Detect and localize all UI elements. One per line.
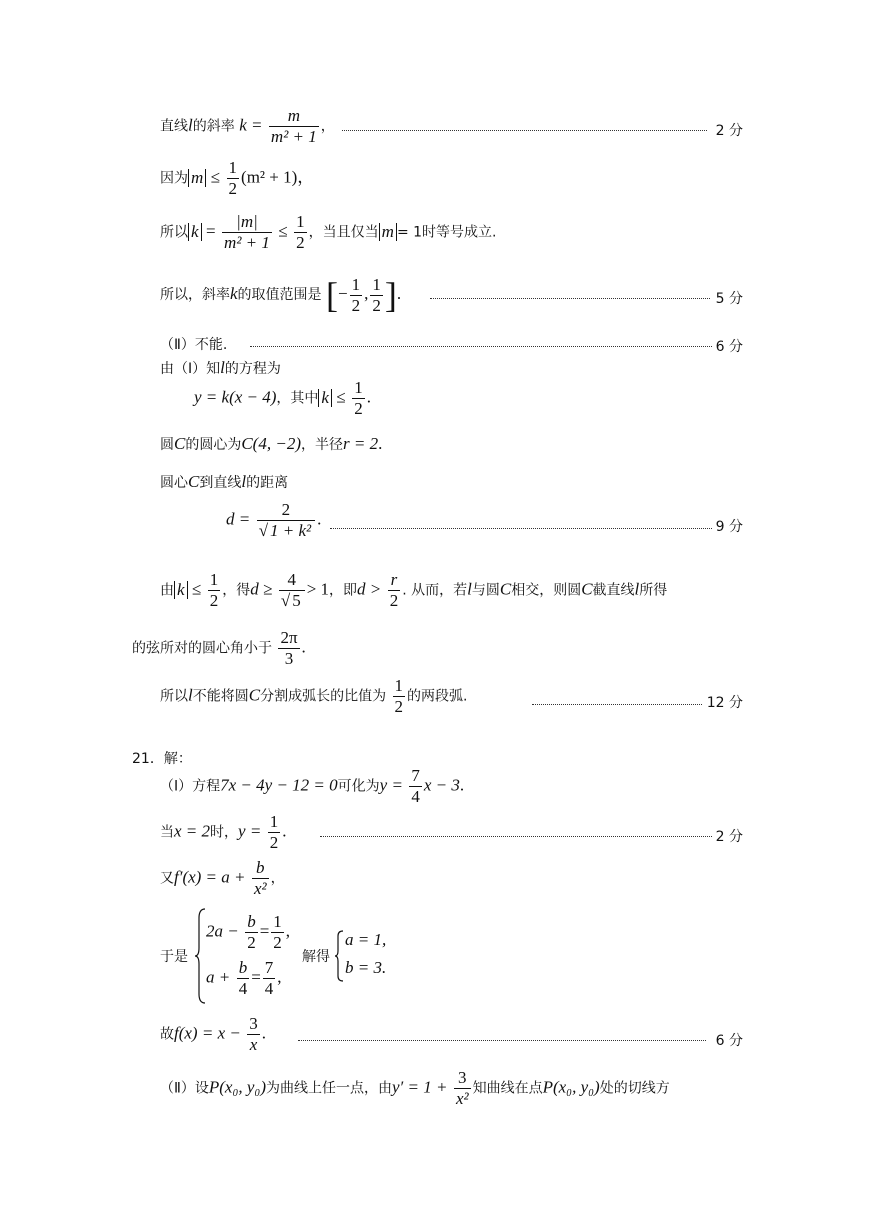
var-k: k = <box>239 115 263 135</box>
text: ，得 <box>222 582 251 599</box>
fraction <box>350 275 363 316</box>
text: 知曲线在点 <box>472 1080 543 1097</box>
var-C: C <box>581 579 593 599</box>
text: 因为 <box>160 170 188 187</box>
denominator: 2 <box>372 295 381 315</box>
score-label: 12 分 <box>706 695 743 711</box>
text: 圆心 <box>160 475 188 491</box>
fraction <box>294 212 307 253</box>
text: 截直线 <box>592 582 635 599</box>
expression: f(x) = x − <box>174 1023 241 1043</box>
score-label: 5 分 <box>715 291 743 307</box>
leader-dots <box>342 130 707 131</box>
denominator: 4 <box>238 979 248 998</box>
numerator: 1 <box>228 158 238 177</box>
fraction <box>263 958 276 999</box>
denominator: x <box>247 1034 260 1055</box>
var-l: l <box>467 579 472 599</box>
text: ， <box>320 118 335 135</box>
text: = 1时等号成立. <box>396 224 497 241</box>
numerator: 1 <box>351 274 361 294</box>
leader-dots <box>430 298 710 299</box>
numerator: b <box>247 912 256 931</box>
denominator: 3 <box>278 648 299 669</box>
text: 的斜率 <box>192 118 235 135</box>
fraction <box>227 158 240 199</box>
comma: , <box>285 921 291 941</box>
fraction <box>278 628 299 669</box>
denominator: 2 <box>296 233 305 252</box>
leader-dots <box>532 704 702 705</box>
right-bracket: ] <box>384 275 397 315</box>
text: 由（Ⅰ）知 <box>160 361 221 377</box>
score-label: 2 分 <box>715 123 743 139</box>
numerator: 1 <box>372 274 381 294</box>
expression: d ≥ <box>250 579 273 599</box>
text: 到直线 <box>199 475 242 491</box>
var-l: l <box>241 472 247 491</box>
numerator: 7 <box>411 766 420 785</box>
line-distance-intro <box>160 472 288 492</box>
var-d: d = <box>226 509 251 529</box>
line-conclusion <box>160 570 667 611</box>
expression: x = 2 <box>174 821 211 841</box>
text: 不能将圆 <box>192 688 249 705</box>
var-C: C <box>174 434 186 453</box>
fraction <box>245 912 258 953</box>
fraction <box>409 766 422 807</box>
question-21-heading: 21．解： <box>132 751 192 767</box>
solution-b: b = 3. <box>345 958 387 977</box>
fraction <box>269 106 319 147</box>
numerator: 1 <box>269 812 279 831</box>
text: 的距离 <box>246 475 289 491</box>
text: 与圆 <box>471 582 500 599</box>
text: 相交，则圆 <box>511 582 582 599</box>
denominator: 4 <box>411 787 420 806</box>
text: 的弦所对的圆心角小于 <box>132 640 272 657</box>
period: . <box>317 509 322 529</box>
left-bracket: [ <box>326 275 338 315</box>
expression: y = <box>379 775 403 795</box>
line-when-x2 <box>160 812 287 853</box>
denominator: 2 <box>228 179 238 198</box>
expression: a + <box>206 967 231 987</box>
text: 为曲线上任一点，由 <box>266 1080 393 1097</box>
denominator: 2 <box>273 933 282 952</box>
text: ，半径 <box>300 437 343 453</box>
var-l: l <box>188 115 193 135</box>
expression: f′(x) = a + <box>174 867 246 887</box>
denominator: 2 <box>209 591 219 610</box>
fraction <box>208 570 221 611</box>
abs-k: k <box>188 223 202 241</box>
numerator: 2π <box>280 628 298 647</box>
point: C(4, −2) <box>241 434 301 453</box>
abs-k: k <box>318 389 332 407</box>
fraction <box>393 676 406 717</box>
text: 可化为 <box>337 778 380 795</box>
comma: , <box>364 284 369 303</box>
line-21-part-ii <box>160 1068 670 1109</box>
equals: = <box>251 967 261 987</box>
denominator: 2 <box>354 399 363 418</box>
text: 的取值范围是 <box>237 287 322 303</box>
numerator: m <box>287 106 300 125</box>
line-hence: 于是 <box>160 949 188 965</box>
system-row-1 <box>206 912 290 953</box>
text: 分割成弧长的比值为 <box>260 688 387 705</box>
text: 由 <box>160 582 174 599</box>
denominator: x² <box>455 1089 469 1108</box>
denominator: m² + 1 <box>270 127 317 146</box>
expression: > 1 <box>306 579 330 599</box>
line-equation <box>194 378 371 419</box>
var-C: C <box>499 579 512 599</box>
equation: y = k(x − 4) <box>194 387 277 407</box>
text: （Ⅰ）方程 <box>160 778 221 795</box>
text: 所以 <box>160 688 188 705</box>
numerator: r <box>390 570 398 589</box>
radicand: 5 <box>292 591 301 610</box>
text: 时， <box>210 824 239 841</box>
period: . <box>459 775 465 795</box>
fraction <box>237 958 250 999</box>
numerator: 2 <box>281 500 291 519</box>
line-derivative <box>160 858 285 899</box>
denominator: 4 <box>264 979 274 998</box>
fraction <box>388 570 401 611</box>
point: P(x₀, y₀) <box>208 1077 267 1097</box>
line-therefore <box>160 212 496 253</box>
text: 所以，斜率 <box>160 287 230 303</box>
numerator: 1 <box>394 676 404 695</box>
numerator: |m| <box>236 212 258 231</box>
expression: (m² + 1)， <box>241 167 315 187</box>
fraction <box>222 212 272 253</box>
text: 直线 <box>160 118 188 135</box>
text: ，即 <box>329 582 358 599</box>
fraction <box>257 500 315 541</box>
line-range <box>160 274 401 316</box>
var-C: C <box>248 685 261 705</box>
fraction <box>268 812 281 853</box>
var-C: C <box>188 472 200 491</box>
abs-m: m <box>379 223 397 241</box>
denominator: 2 <box>269 833 279 852</box>
line-21-part-i <box>160 766 464 807</box>
numerator: 4 <box>287 570 297 589</box>
text: 的圆心为 <box>185 437 242 453</box>
score-label: 6 分 <box>715 1033 743 1049</box>
solution-a: a = 1, <box>345 930 387 949</box>
numerator: b <box>238 958 248 977</box>
period: . <box>261 1023 267 1043</box>
line-because <box>160 158 314 199</box>
var-l: l <box>188 685 193 705</box>
line-equation-intro <box>160 358 281 378</box>
text: 圆 <box>160 437 174 453</box>
denominator: √ 1 + k² <box>257 520 315 541</box>
radius: r = 2 <box>342 434 379 453</box>
period: . <box>378 434 383 453</box>
text: 的两段弧. <box>407 688 468 705</box>
leader-dots <box>298 1040 706 1041</box>
period: . <box>366 387 371 407</box>
equals: = <box>259 921 270 941</box>
numerator: 1 <box>209 570 219 589</box>
denominator: 2 <box>351 295 361 315</box>
left-brace <box>194 908 206 1004</box>
text: 所以 <box>160 224 188 241</box>
expression: y′ = 1 + <box>392 1077 448 1097</box>
text: ，其中 <box>276 390 319 407</box>
text: 所得 <box>639 582 668 599</box>
line-distance-formula <box>226 500 321 541</box>
text: 处的切线方 <box>599 1080 670 1097</box>
text: ，当且仅当 <box>308 224 379 241</box>
text: 故 <box>160 1026 174 1043</box>
line-slope-k <box>160 106 335 147</box>
fraction <box>252 858 269 899</box>
leq: ≤ <box>278 221 288 241</box>
equals: = <box>206 221 216 241</box>
system-row-2 <box>206 958 282 999</box>
line-circle-center <box>160 434 382 454</box>
abs-m: m <box>188 169 206 187</box>
numerator: 1 <box>273 912 282 931</box>
var-k: k <box>230 284 238 303</box>
score-label: 9 分 <box>715 519 743 535</box>
text: 又 <box>160 870 174 887</box>
minus: − <box>338 284 348 303</box>
leader-dots <box>250 346 712 347</box>
text: （Ⅱ）设 <box>160 1080 209 1097</box>
fraction <box>352 378 365 419</box>
point: P(x₀, y₀) <box>542 1077 600 1097</box>
leq: ≤ <box>210 167 221 187</box>
leader-dots <box>330 528 712 529</box>
fraction <box>370 275 383 316</box>
fraction <box>279 570 305 611</box>
fraction <box>247 1014 260 1055</box>
denominator: 2 <box>394 697 404 716</box>
leader-dots <box>320 836 712 837</box>
numerator: 1 <box>296 212 305 231</box>
radicand: 1 + k² <box>270 521 312 540</box>
denominator: x² <box>253 879 267 898</box>
expression: 2a − <box>206 921 239 941</box>
line-chord-angle <box>132 628 306 669</box>
denominator: 2 <box>389 591 399 610</box>
denominator: √ 5 <box>279 590 305 611</box>
text: ， <box>270 870 285 887</box>
leq: ≤ <box>192 579 202 599</box>
expression: d > <box>357 579 382 599</box>
var-l: l <box>634 579 640 599</box>
score-label: 2 分 <box>715 829 743 845</box>
period: . <box>282 821 287 841</box>
comma: , <box>277 967 282 987</box>
expression: y = <box>238 821 262 841</box>
denominator: m² + 1 <box>224 233 270 252</box>
text: . 从而，若 <box>402 582 468 599</box>
part-ii-cannot: （Ⅱ）不能. <box>160 337 228 353</box>
fraction <box>271 912 284 953</box>
period: . <box>396 284 402 303</box>
line-f-result <box>160 1014 266 1055</box>
solve-label: 解得 <box>302 949 330 965</box>
denominator: 2 <box>247 933 256 952</box>
text: 当 <box>160 824 174 841</box>
numerator: 7 <box>264 958 274 977</box>
score-label: 6 分 <box>715 339 743 355</box>
left-brace <box>334 930 344 982</box>
line-final <box>160 676 467 717</box>
numerator: 1 <box>354 378 363 397</box>
numerator: 3 <box>249 1014 258 1033</box>
leq: ≤ <box>336 387 346 407</box>
period: . <box>301 637 306 657</box>
expression: x − 3 <box>423 775 460 795</box>
numerator: 3 <box>458 1068 467 1087</box>
equation: 7x − 4y − 12 = 0 <box>220 775 338 795</box>
text: 的方程为 <box>224 361 281 377</box>
fraction <box>454 1068 471 1109</box>
numerator: b <box>256 858 265 877</box>
abs-k: k <box>174 581 188 599</box>
var-l: l <box>220 358 225 377</box>
